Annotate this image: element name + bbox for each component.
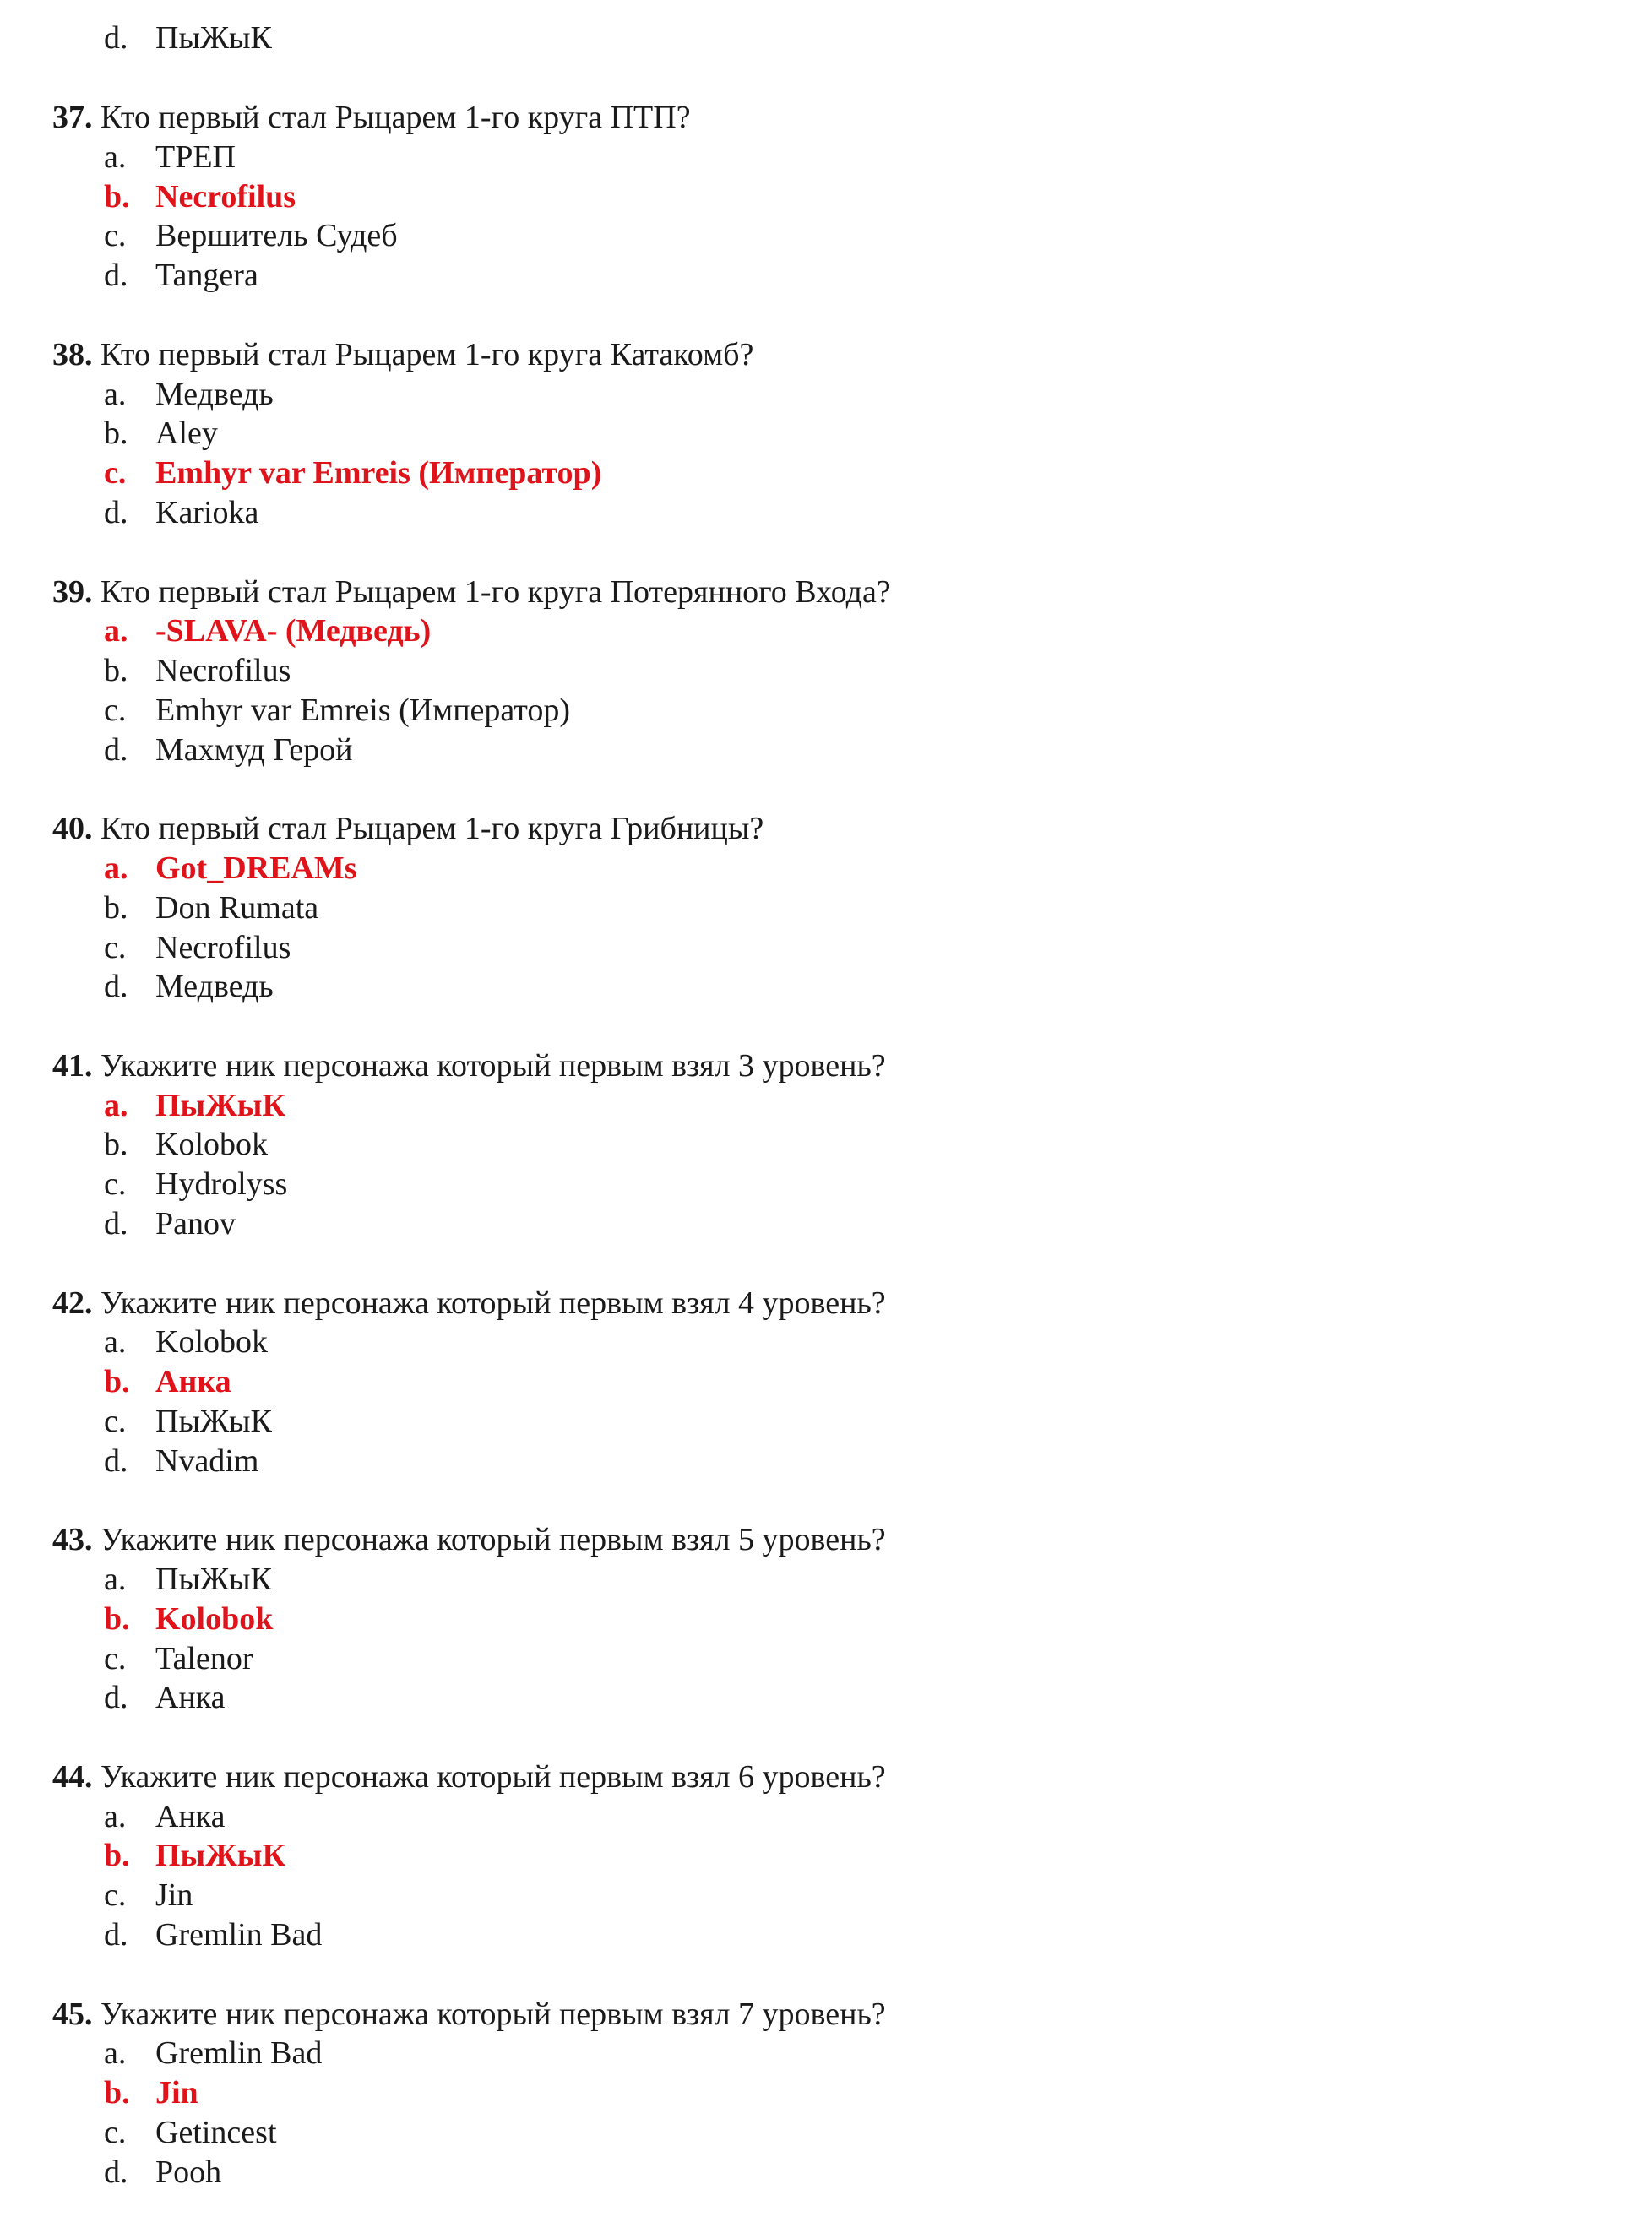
option-letter: a. — [104, 1324, 127, 1360]
option-text-correct: Necrofilus — [155, 179, 296, 215]
option-letter: d. — [104, 1917, 128, 1953]
question-number: 44. — [52, 1759, 93, 1795]
option-letter: a. — [104, 2035, 127, 2071]
question-45 — [52, 1995, 886, 2034]
option-letter: d. — [104, 1680, 128, 1715]
option-text: Karioka — [155, 495, 259, 530]
question-text: Кто первый стал Рыцарем 1-го круга Потерянного Входа? — [101, 574, 891, 610]
option-text: ПыЖыК — [155, 20, 272, 56]
option-text: Kolobok — [155, 1324, 268, 1360]
question-number: 45. — [52, 1997, 93, 2032]
option-text: Анка — [155, 1799, 226, 1834]
question-44 — [52, 1758, 886, 1796]
question-text: Укажите ник персонажа который первым взял 6 уровень? — [101, 1759, 886, 1795]
question-text: Укажите ник персонажа который первым взял 4 уровень? — [101, 1285, 886, 1321]
option-text-correct: Kolobok — [155, 1601, 274, 1637]
option-text: Necrofilus — [155, 653, 291, 688]
question-number: 40. — [52, 811, 93, 846]
option-letter: d. — [104, 495, 128, 530]
option-letter-correct: b. — [104, 1364, 130, 1399]
question-43 — [52, 1520, 886, 1559]
option-letter: c. — [104, 1877, 127, 1913]
option-letter: b. — [104, 653, 128, 688]
option-letter: c. — [104, 693, 127, 728]
option-letter-correct: a. — [104, 850, 128, 886]
option-text: ТРЕП — [155, 139, 236, 175]
option-letter-correct: c. — [104, 455, 127, 491]
option-text: Анка — [155, 1680, 226, 1715]
question-39 — [52, 573, 891, 611]
option-text-correct: ПыЖыК — [155, 1838, 286, 1873]
question-number: 39. — [52, 574, 93, 610]
option-text-correct: -SLAVA- (Медведь) — [155, 613, 432, 649]
option-text-correct: Анка — [155, 1364, 231, 1399]
question-38 — [52, 335, 753, 374]
option-text-correct: Jin — [155, 2075, 198, 2111]
question-text: Укажите ник персонажа который первым взял 7 уровень? — [101, 1997, 886, 2032]
option-text: Talenor — [155, 1641, 253, 1676]
option-letter: c. — [104, 1166, 127, 1202]
option-text-correct: Got_DREAMs — [155, 850, 357, 886]
option-text: Jin — [155, 1877, 193, 1913]
option-letter-correct: b. — [104, 1838, 130, 1873]
option-letter: d. — [104, 969, 128, 1004]
option-letter: d. — [104, 20, 128, 56]
question-text: Укажите ник персонажа который первым взял 3 уровень? — [101, 1048, 886, 1084]
question-41 — [52, 1046, 886, 1085]
question-number: 41. — [52, 1048, 93, 1084]
question-number: 38. — [52, 337, 93, 372]
option-letter: b. — [104, 1127, 128, 1162]
option-letter-correct: b. — [104, 2075, 130, 2111]
option-text-correct: Emhyr var Emreis (Император) — [155, 455, 602, 491]
question-37 — [52, 98, 691, 137]
question-text: Кто первый стал Рыцарем 1-го круга Грибницы? — [101, 811, 764, 846]
option-letter: c. — [104, 1641, 127, 1676]
option-text: Panov — [155, 1206, 236, 1241]
option-letter: d. — [104, 258, 128, 293]
option-letter: d. — [104, 732, 128, 768]
option-letter: d. — [104, 1206, 128, 1241]
option-text: Вершитель Судеб — [155, 218, 398, 253]
option-text: Gremlin Bad — [155, 2035, 323, 2071]
question-text: Кто первый стал Рыцарем 1-го круга ПТП? — [101, 100, 691, 135]
option-letter-correct: a. — [104, 1088, 128, 1123]
option-letter: c. — [104, 1404, 127, 1439]
option-text: Getincest — [155, 2115, 277, 2150]
option-letter-correct: b. — [104, 1601, 130, 1637]
option-letter: a. — [104, 1562, 127, 1597]
option-letter: a. — [104, 377, 127, 412]
option-text: Медведь — [155, 969, 274, 1004]
question-42 — [52, 1284, 886, 1323]
option-text: Pooh — [155, 2154, 222, 2190]
option-text: ПыЖыК — [155, 1562, 272, 1597]
question-40 — [52, 809, 764, 848]
option-letter: d. — [104, 2154, 128, 2190]
option-text: Gremlin Bad — [155, 1917, 323, 1953]
option-letter: d. — [104, 1443, 128, 1479]
option-letter: b. — [104, 416, 128, 451]
question-text: Укажите ник персонажа который первым взял 5 уровень? — [101, 1522, 886, 1557]
option-text: Necrofilus — [155, 930, 291, 965]
option-text: Nvadim — [155, 1443, 259, 1479]
option-text: Hydrolyss — [155, 1166, 288, 1202]
option-letter-correct: b. — [104, 179, 130, 215]
option-text: Махмуд Герой — [155, 732, 353, 768]
option-letter: c. — [104, 930, 127, 965]
option-letter: c. — [104, 218, 127, 253]
option-text-correct: ПыЖыК — [155, 1088, 286, 1123]
option-text: Aley — [155, 416, 218, 451]
option-text: Медведь — [155, 377, 274, 412]
option-letter: a. — [104, 139, 127, 175]
option-text: Kolobok — [155, 1127, 268, 1162]
question-text: Кто первый стал Рыцарем 1-го круга Катакомб? — [101, 337, 754, 372]
option-text: Don Rumata — [155, 890, 319, 926]
option-text: Emhyr var Emreis (Император) — [155, 693, 571, 728]
question-number: 42. — [52, 1285, 93, 1321]
question-number: 43. — [52, 1522, 93, 1557]
option-letter: c. — [104, 2115, 127, 2150]
question-number: 37. — [52, 100, 93, 135]
option-letter: a. — [104, 1799, 127, 1834]
option-letter: b. — [104, 890, 128, 926]
option-letter-correct: a. — [104, 613, 128, 649]
option-text: Tangera — [155, 258, 258, 293]
option-text: ПыЖыК — [155, 1404, 272, 1439]
